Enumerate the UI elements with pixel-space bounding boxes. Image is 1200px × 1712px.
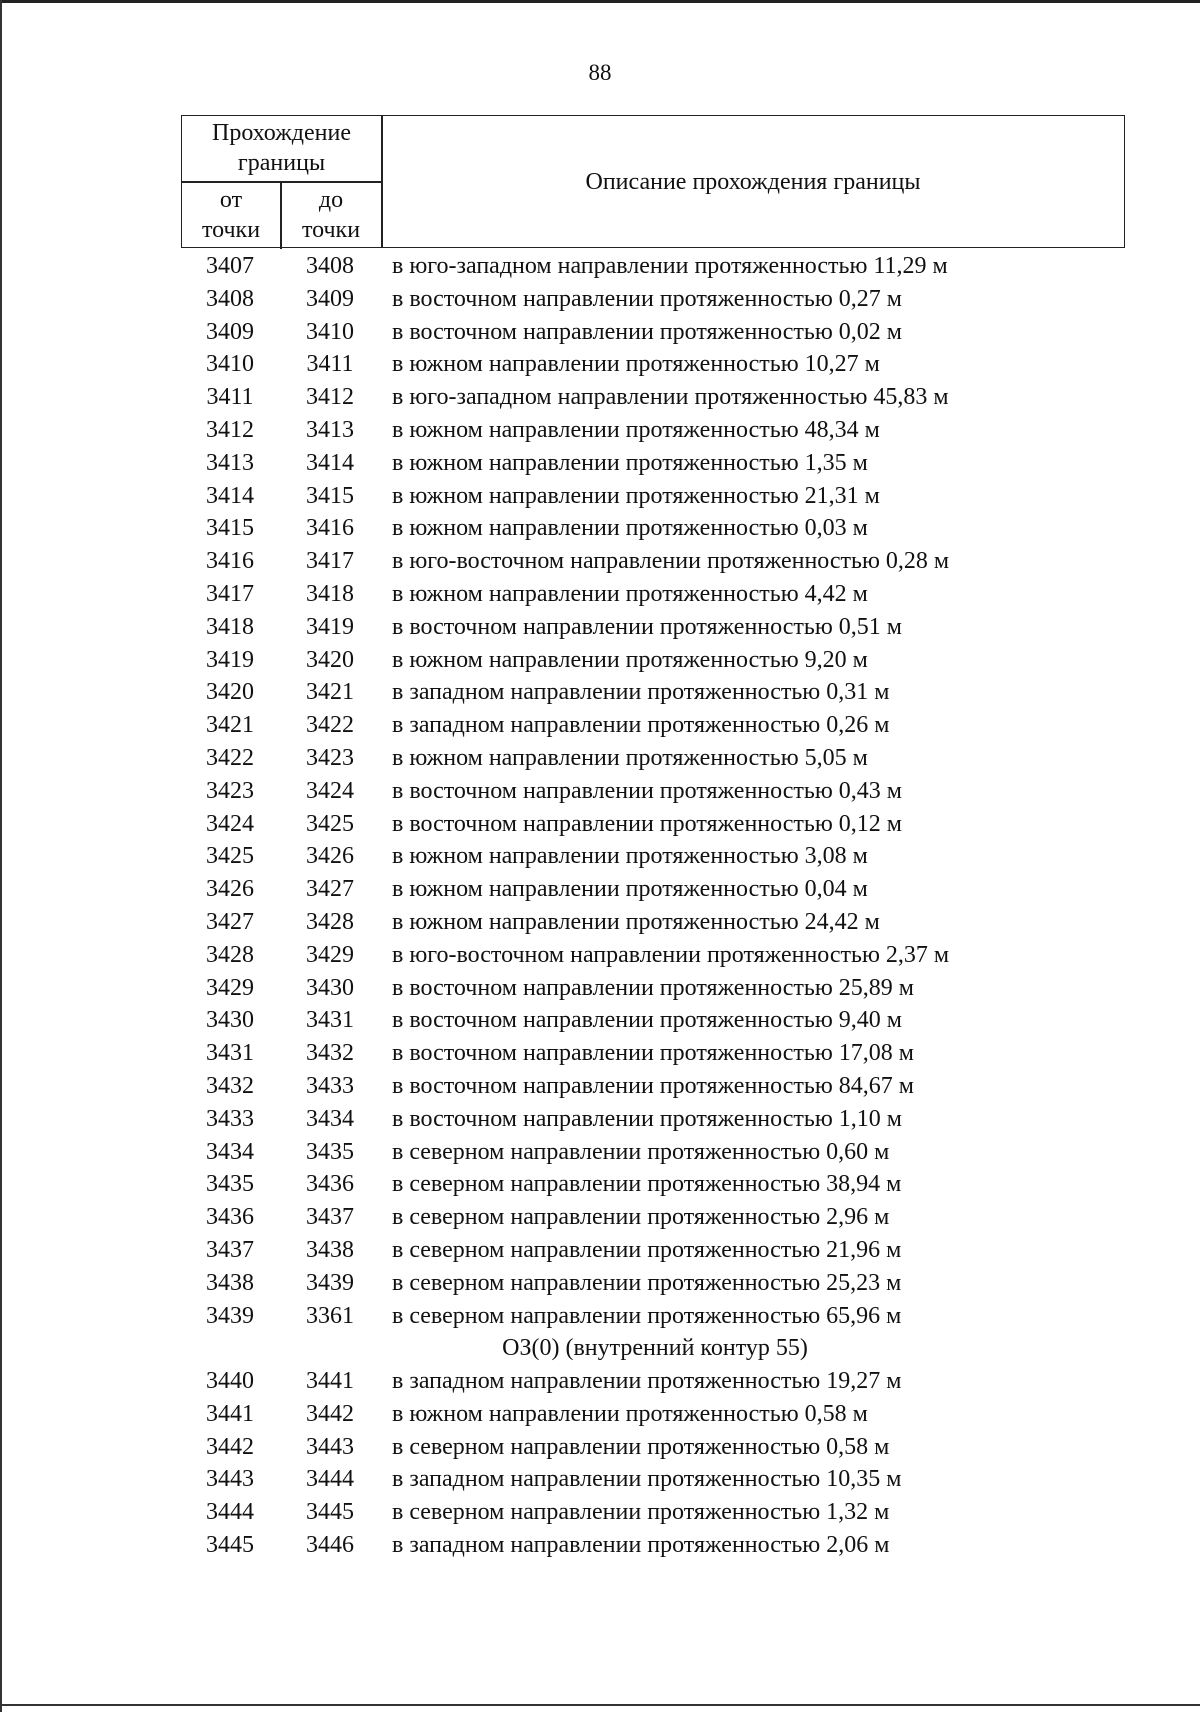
description-cell: в южном направлении протяженностью 21,31 м xyxy=(392,482,880,509)
description-cell: в восточном направлении протяженностью 0,27 м xyxy=(392,285,902,312)
table-row xyxy=(0,1365,1200,1398)
table-row xyxy=(0,1496,1200,1529)
from-point-cell: 3411 xyxy=(206,384,254,411)
description-cell: в южном направлении протяженностью 24,42 м xyxy=(392,908,880,935)
from-point-cell: 3440 xyxy=(206,1368,254,1395)
description-cell: в северном направлении протяженностью 0,60 м xyxy=(392,1138,890,1165)
to-point-cell: 3439 xyxy=(306,1269,354,1296)
from-point-cell: 3412 xyxy=(206,416,254,443)
to-point-cell: 3423 xyxy=(306,744,354,771)
header-subdivider xyxy=(182,181,382,183)
to-point-cell: 3446 xyxy=(306,1532,354,1559)
from-point-cell: 3422 xyxy=(206,744,254,771)
from-point-cell: 3425 xyxy=(206,843,254,870)
from-point-cell: 3436 xyxy=(206,1204,254,1231)
description-cell: в западном направлении протяженностью 2,06 м xyxy=(392,1532,890,1559)
to-point-cell: 3419 xyxy=(306,613,354,640)
from-point-cell: 3410 xyxy=(206,351,254,378)
from-point-cell: 3443 xyxy=(206,1466,254,1493)
header-from-line2: точки xyxy=(201,217,261,243)
to-point-cell: 3429 xyxy=(306,941,354,968)
to-point-cell: 3415 xyxy=(306,482,354,509)
to-point-cell: 3413 xyxy=(306,416,354,443)
from-point-cell: 3430 xyxy=(206,1007,254,1034)
table-row xyxy=(0,808,1200,841)
from-point-cell: 3416 xyxy=(206,548,254,575)
description-cell: в восточном направлении протяженностью 9,40 м xyxy=(392,1007,902,1034)
table-row xyxy=(0,414,1200,447)
table-row xyxy=(0,709,1200,742)
from-point-cell: 3423 xyxy=(206,777,254,804)
from-point-cell: 3439 xyxy=(206,1302,254,1329)
header-passage-line1: Прохождение xyxy=(211,120,351,146)
description-cell: в южном направлении протяженностью 5,05 м xyxy=(392,744,868,771)
description-cell: в юго-западном направлении протяженностью 11,29 м xyxy=(392,253,948,279)
to-point-cell: 3414 xyxy=(306,449,354,476)
description-cell: в юго-восточном направлении протяженностью 0,28 м xyxy=(392,548,950,575)
table-row xyxy=(0,512,1200,545)
table-row xyxy=(0,611,1200,644)
description-cell: в западном направлении протяженностью 10,35 м xyxy=(392,1466,902,1493)
table-row xyxy=(0,939,1200,972)
header-from-point xyxy=(182,185,280,245)
to-point-cell: 3420 xyxy=(306,646,354,673)
table-row xyxy=(0,250,1200,283)
to-point-cell: 3424 xyxy=(306,777,354,804)
description-cell: в восточном направлении протяженностью 17,08 м xyxy=(392,1040,914,1067)
header-from-line1: от xyxy=(219,187,243,213)
table-row xyxy=(0,644,1200,677)
description-cell: в северном направлении протяженностью 25,23 м xyxy=(392,1269,902,1296)
table-body xyxy=(0,250,1200,1562)
to-point-cell: 3432 xyxy=(306,1040,354,1067)
to-point-cell: 3408 xyxy=(306,253,354,279)
from-point-cell: 3409 xyxy=(206,318,254,345)
to-point-cell: 3442 xyxy=(306,1400,354,1427)
description-cell: в южном направлении протяженностью 48,34 м xyxy=(392,416,880,443)
from-point-cell: 3418 xyxy=(206,613,254,640)
from-point-cell: 3434 xyxy=(206,1138,254,1165)
description-cell: в западном направлении протяженностью 0,26 м xyxy=(392,712,890,739)
table-row xyxy=(0,873,1200,906)
from-point-cell: 3414 xyxy=(206,482,254,509)
description-cell: в южном направлении протяженностью 3,08 м xyxy=(392,843,868,870)
from-point-cell: 3427 xyxy=(206,908,254,935)
from-point-cell: 3438 xyxy=(206,1269,254,1296)
table-row xyxy=(0,1004,1200,1037)
section-title-row xyxy=(0,1332,1200,1365)
table-row xyxy=(0,972,1200,1005)
to-point-cell: 3416 xyxy=(306,515,354,542)
description-cell: в северном направлении протяженностью 21,96 м xyxy=(392,1236,902,1263)
from-point-cell: 3426 xyxy=(206,876,254,903)
description-cell: в южном направлении протяженностью 10,27 м xyxy=(392,351,880,378)
description-cell: в восточном направлении протяженностью 0,02 м xyxy=(392,318,902,345)
table-row xyxy=(0,447,1200,480)
table-row xyxy=(0,1300,1200,1333)
description-cell: в северном направлении протяженностью 0,58 м xyxy=(392,1433,890,1460)
description-cell: в юго-восточном направлении протяженностью 2,37 м xyxy=(392,941,950,968)
description-cell: в южном направлении протяженностью 0,03 м xyxy=(392,515,868,542)
section-title: ОЗ(0) (внутренний контур 55) xyxy=(502,1335,808,1362)
description-cell: в восточном направлении протяженностью 0,12 м xyxy=(392,810,902,837)
description-cell: в северном направлении протяженностью 2,96 м xyxy=(392,1204,890,1231)
header-passage-line2: границы xyxy=(237,150,326,176)
from-point-cell: 3441 xyxy=(206,1400,254,1427)
to-point-cell: 3426 xyxy=(306,843,354,870)
to-point-cell: 3421 xyxy=(306,679,354,706)
table-row xyxy=(0,676,1200,709)
table-row xyxy=(0,316,1200,349)
from-point-cell: 3407 xyxy=(206,253,254,279)
table-row xyxy=(0,1201,1200,1234)
to-point-cell: 3417 xyxy=(306,548,354,575)
to-point-cell: 3431 xyxy=(306,1007,354,1034)
description-cell: в восточном направлении протяженностью 1,10 м xyxy=(392,1105,902,1132)
header-passage xyxy=(182,118,381,178)
to-point-cell: 3433 xyxy=(306,1072,354,1099)
to-point-cell: 3412 xyxy=(306,384,354,411)
table-header xyxy=(181,115,1125,248)
to-point-cell: 3437 xyxy=(306,1204,354,1231)
from-point-cell: 3428 xyxy=(206,941,254,968)
table-row xyxy=(0,1463,1200,1496)
description-cell: в восточном направлении протяженностью 84,67 м xyxy=(392,1072,914,1099)
from-point-cell: 3437 xyxy=(206,1236,254,1263)
description-cell: в южном направлении протяженностью 1,35 м xyxy=(392,449,868,476)
from-point-cell: 3444 xyxy=(206,1499,254,1526)
description-cell: в северном направлении протяженностью 65,96 м xyxy=(392,1302,902,1329)
table-row xyxy=(0,348,1200,381)
from-point-cell: 3415 xyxy=(206,515,254,542)
to-point-cell: 3422 xyxy=(306,712,354,739)
description-cell: в западном направлении протяженностью 0,31 м xyxy=(392,679,890,706)
to-point-cell: 3361 xyxy=(306,1302,354,1329)
from-point-cell: 3417 xyxy=(206,580,254,607)
table-row xyxy=(0,1168,1200,1201)
table-row xyxy=(0,1431,1200,1464)
to-point-cell: 3418 xyxy=(306,580,354,607)
from-point-cell: 3419 xyxy=(206,646,254,673)
to-point-cell: 3410 xyxy=(306,318,354,345)
header-description: Описание прохождения границы xyxy=(585,169,921,195)
table-row xyxy=(0,578,1200,611)
scan-edge-top xyxy=(0,0,1200,3)
to-point-cell: 3425 xyxy=(306,810,354,837)
table-row xyxy=(0,1234,1200,1267)
to-point-cell: 3445 xyxy=(306,1499,354,1526)
page-number: 88 xyxy=(588,60,612,85)
description-cell: в северном направлении протяженностью 1,32 м xyxy=(392,1499,890,1526)
table-row xyxy=(0,1136,1200,1169)
description-cell: в юго-западном направлении протяженностью 45,83 м xyxy=(392,384,949,411)
scan-edge-bottom xyxy=(0,1704,1200,1706)
to-point-cell: 3444 xyxy=(306,1466,354,1493)
description-cell: в южном направлении протяженностью 0,04 м xyxy=(392,876,868,903)
table-row xyxy=(0,480,1200,513)
from-point-cell: 3420 xyxy=(206,679,254,706)
table-row xyxy=(0,1529,1200,1562)
description-cell: в западном направлении протяженностью 19,27 м xyxy=(392,1368,902,1395)
header-to-line1: до xyxy=(318,187,344,213)
description-cell: в северном направлении протяженностью 38,94 м xyxy=(392,1171,902,1198)
from-point-cell: 3421 xyxy=(206,712,254,739)
table-row xyxy=(0,906,1200,939)
table-row xyxy=(0,840,1200,873)
description-cell: в южном направлении протяженностью 4,42 м xyxy=(392,580,868,607)
description-cell: в восточном направлении протяженностью 0,43 м xyxy=(392,777,902,804)
table-row xyxy=(0,1398,1200,1431)
table-row xyxy=(0,545,1200,578)
from-point-cell: 3432 xyxy=(206,1072,254,1099)
from-point-cell: 3424 xyxy=(206,810,254,837)
to-point-cell: 3438 xyxy=(306,1236,354,1263)
from-point-cell: 3445 xyxy=(206,1532,254,1559)
description-cell: в южном направлении протяженностью 9,20 м xyxy=(392,646,868,673)
from-point-cell: 3429 xyxy=(206,974,254,1001)
to-point-cell: 3427 xyxy=(306,876,354,903)
table-row xyxy=(0,742,1200,775)
to-point-cell: 3443 xyxy=(306,1433,354,1460)
to-point-cell: 3436 xyxy=(306,1171,354,1198)
table-row xyxy=(0,775,1200,808)
to-point-cell: 3411 xyxy=(306,351,354,378)
to-point-cell: 3430 xyxy=(306,974,354,1001)
from-point-cell: 3408 xyxy=(206,285,254,312)
description-cell: в восточном направлении протяженностью 0,51 м xyxy=(392,613,902,640)
table-row xyxy=(0,1103,1200,1136)
to-point-cell: 3435 xyxy=(306,1138,354,1165)
from-point-cell: 3431 xyxy=(206,1040,254,1067)
from-point-cell: 3435 xyxy=(206,1171,254,1198)
table-row xyxy=(0,1267,1200,1300)
header-to-point xyxy=(281,185,381,245)
description-cell: в южном направлении протяженностью 0,58 м xyxy=(392,1400,868,1427)
from-point-cell: 3442 xyxy=(206,1433,254,1460)
table-row xyxy=(0,1037,1200,1070)
table-row xyxy=(0,381,1200,414)
to-point-cell: 3409 xyxy=(306,285,354,312)
from-point-cell: 3433 xyxy=(206,1105,254,1132)
table-row xyxy=(0,1070,1200,1103)
to-point-cell: 3441 xyxy=(306,1368,354,1395)
to-point-cell: 3434 xyxy=(306,1105,354,1132)
header-to-line2: точки xyxy=(301,217,361,243)
from-point-cell: 3413 xyxy=(206,449,254,476)
table-row xyxy=(0,283,1200,316)
description-cell: в восточном направлении протяженностью 25,89 м xyxy=(392,974,914,1001)
to-point-cell: 3428 xyxy=(306,908,354,935)
